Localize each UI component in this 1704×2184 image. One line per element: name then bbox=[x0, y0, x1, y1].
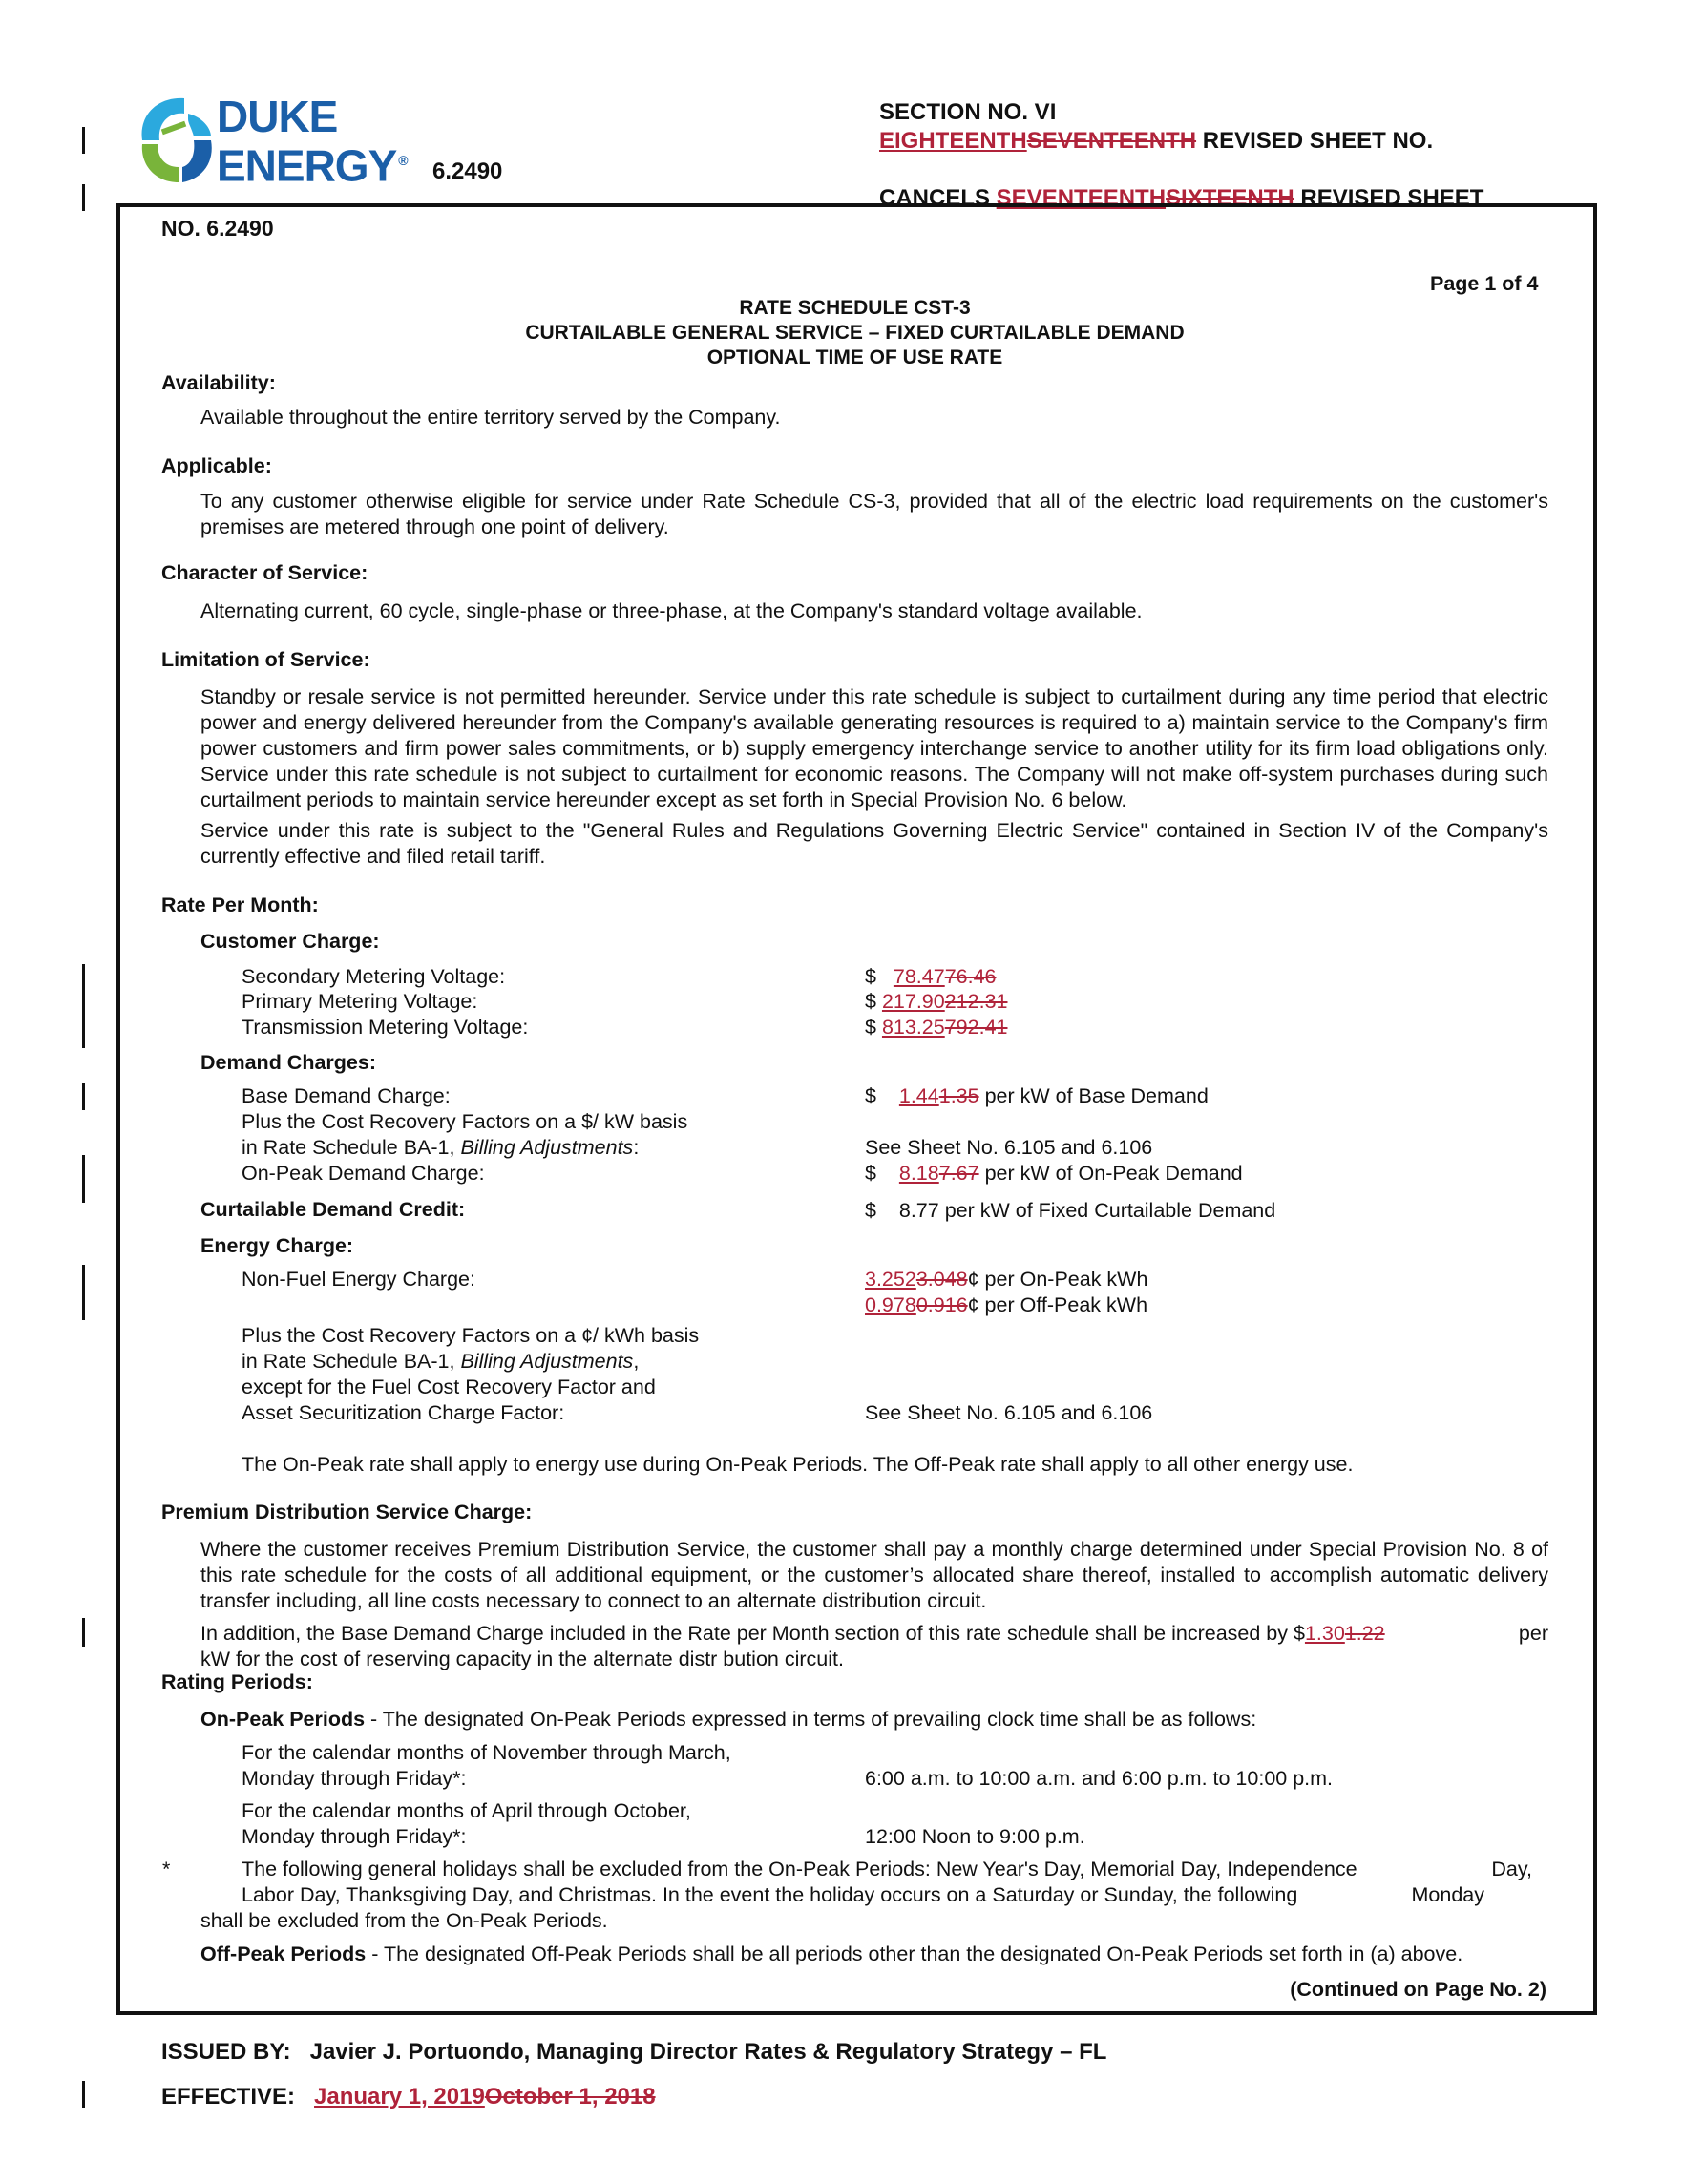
base-demand-value: $ 1.441.35 per kW of Base Demand bbox=[865, 1084, 1209, 1107]
onpeak-periods: On-Peak Periods - The designated On-Peak Periods expressed in terms of prevailing clock time shall be as follows: bbox=[200, 1708, 1257, 1731]
premium-p2: In addition, the Base Demand Charge included in the Rate per Month section of this rate schedule shall be increased by $1.301.22 per kW for the cost of reserving capacity in the alternate distr bution circuit. bbox=[200, 1622, 1548, 1670]
availability-text: Available throughout the entire territory served by the Company. bbox=[200, 406, 781, 429]
summer-hours: 12:00 Noon to 9:00 p.m. bbox=[865, 1825, 1085, 1848]
winter-months: For the calendar months of November through March, Monday through Friday*: bbox=[242, 1741, 731, 1790]
holiday-note-line1: The following general holidays shall be excluded from the On-Peak Periods: New Year's Day, Memorial Day, Independence Day, bbox=[242, 1858, 1532, 1880]
revision-bar bbox=[82, 184, 85, 211]
effective-date: EFFECTIVE: January 1, 2019October 1, 2018 bbox=[161, 2084, 656, 2110]
document-title: RATE SCHEDULE CST-3 CURTAILABLE GENERAL SERVICE – FIXED CURTAILABLE DEMAND OPTIONAL TIME OF USE RATE bbox=[525, 297, 1185, 368]
plus-cost-recovery-kwh-value: See Sheet No. 6.105 and 6.106 bbox=[865, 1401, 1153, 1424]
plus-cost-recovery-kw-value: See Sheet No. 6.105 and 6.106 bbox=[865, 1136, 1153, 1159]
rate-heading: Rate Per Month: bbox=[161, 893, 319, 916]
limitation-p2: Service under this rate is subject to the "General Rules and Regulations Governing Electric Service" contained in Section IV of the Company's currently effective and filed retail tariff. bbox=[200, 819, 1548, 868]
primary-value: $ 217.90212.31 bbox=[865, 990, 1008, 1013]
secondary-label: Secondary Metering Voltage: bbox=[242, 965, 506, 988]
sheet-number: 6.2490 bbox=[432, 158, 503, 184]
company-logo bbox=[129, 91, 415, 196]
limitation-p1: Standby or resale service is not permitted hereunder. Service under this rate schedule is subject to curtailment during any time period that electric power and energy delivered hereunder from the Company's available generating resources is required to a) maintain service to the Company's firm power customers and firm power sales commitments, or b) supply emergency interchange service to another utility for its firm load obligations only. Service under this rate schedule is not subject to curtailment for economic reasons. The Company will not make off-system purchases during such curtailment periods to maintain service hereunder except as set forth in Special Provision No. 6 below. bbox=[200, 685, 1548, 811]
premium-heading: Premium Distribution Service Charge: bbox=[161, 1501, 533, 1523]
demand-charges-heading: Demand Charges: bbox=[200, 1051, 376, 1074]
applicable-heading: Applicable: bbox=[161, 454, 272, 477]
offpeak-periods: Off-Peak Periods - The designated Off-Peak Periods shall be all periods other than the designated On-Peak Periods set forth in (a) above. bbox=[200, 1942, 1463, 1965]
holiday-asterisk: * bbox=[162, 1858, 171, 1880]
energy-charge-heading: Energy Charge: bbox=[200, 1234, 354, 1257]
onpeak-demand-label: On-Peak Demand Charge: bbox=[242, 1162, 485, 1185]
transmission-value: $ 813.25792.41 bbox=[865, 1016, 1008, 1039]
logo-line2: ENERGY bbox=[217, 140, 397, 191]
revision-bar bbox=[82, 1083, 85, 1110]
onpeak-demand-value: $ 8.187.67 per kW of On-Peak Demand bbox=[865, 1162, 1243, 1185]
premium-p1: Where the customer receives Premium Distribution Service, the customer shall pay a monthly charge determined under Special Provision No. 8 of this rate schedule for the costs of all additional equipment, or the customer’s allocated share thereof, installed to accomplish automatic delivery transfer including, all line costs necessary to connect to an alternate distribution circuit. bbox=[200, 1538, 1548, 1612]
nonfuel-offpeak-value: 0.9780.916¢ per Off-Peak kWh bbox=[865, 1293, 1148, 1316]
nonfuel-label: Non-Fuel Energy Charge: bbox=[242, 1268, 475, 1291]
continued-note: (Continued on Page No. 2) bbox=[1290, 1978, 1546, 2001]
limitation-heading: Limitation of Service: bbox=[161, 648, 370, 671]
curtailable-credit-label: Curtailable Demand Credit: bbox=[200, 1198, 466, 1221]
revised-line: EIGHTEENTHSEVENTEENTH REVISED SHEET NO. bbox=[879, 128, 1434, 154]
revision-bar bbox=[82, 1155, 85, 1203]
revision-bar bbox=[82, 1618, 85, 1647]
logo-mark-icon bbox=[129, 91, 215, 190]
applicable-text: To any customer otherwise eligible for service under Rate Schedule CS-3, provided that all of the electric load requirements on the customer's premises are metered through one point of delivery. bbox=[200, 490, 1548, 538]
secondary-value: $ 78.4776.46 bbox=[865, 965, 997, 988]
availability-heading: Availability: bbox=[161, 371, 276, 394]
logo-registered: ® bbox=[398, 153, 408, 168]
winter-hours: 6:00 a.m. to 10:00 a.m. and 6:00 p.m. to 10:00 p.m. bbox=[865, 1767, 1334, 1790]
cancels-line: CANCELS SEVENTEENTHSIXTEENTH REVISED SHEET bbox=[879, 185, 1484, 211]
nonfuel-onpeak-value: 3.2523.048¢ per On-Peak kWh bbox=[865, 1268, 1148, 1291]
sheet-no-line: NO. 6.2490 bbox=[161, 216, 274, 241]
revision-bar bbox=[82, 127, 85, 154]
logo-line1: DUKE bbox=[217, 92, 338, 141]
issued-by: ISSUED BY: Javier J. Portuondo, Managing Director Rates & Regulatory Strategy – FL bbox=[161, 2039, 1107, 2065]
plus-cost-recovery-kwh: Plus the Cost Recovery Factors on a ¢/ kWh basis in Rate Schedule BA-1, Billing Adjustments, except for the Fuel Cost Recovery Factor and Asset Securitization Charge Factor: bbox=[242, 1324, 700, 1424]
plus-cost-recovery-kw: Plus the Cost Recovery Factors on a $/ kW basis in Rate Schedule BA-1, Billing Adjustments: bbox=[242, 1110, 688, 1159]
onpeak-note: The On-Peak rate shall apply to energy use during On-Peak Periods. The Off-Peak rate shall apply to all other energy use. bbox=[242, 1453, 1354, 1476]
page-label: Page 1 of 4 bbox=[1430, 272, 1539, 295]
base-demand-label: Base Demand Charge: bbox=[242, 1084, 451, 1107]
summer-months: For the calendar months of April through October, Monday through Friday*: bbox=[242, 1799, 691, 1848]
rating-heading: Rating Periods: bbox=[161, 1670, 313, 1693]
section-line: SECTION NO. VI bbox=[879, 99, 1057, 125]
transmission-label: Transmission Metering Voltage: bbox=[242, 1016, 529, 1039]
revision-bar bbox=[82, 964, 85, 1048]
primary-label: Primary Metering Voltage: bbox=[242, 990, 478, 1013]
revision-bar bbox=[82, 1265, 85, 1320]
revision-bar bbox=[82, 2081, 85, 2108]
holiday-note-line3: shall be excluded from the On-Peak Periods. bbox=[200, 1909, 608, 1932]
curtailable-credit-value: $ 8.77 per kW of Fixed Curtailable Demand bbox=[865, 1199, 1276, 1222]
holiday-note-line2: Labor Day, Thanksgiving Day, and Christmas. In the event the holiday occurs on a Saturday or Sunday, the following Monday bbox=[242, 1883, 1484, 1906]
character-heading: Character of Service: bbox=[161, 561, 368, 584]
character-text: Alternating current, 60 cycle, single-phase or three-phase, at the Company's standard voltage available. bbox=[200, 599, 1143, 622]
customer-charge-heading: Customer Charge: bbox=[200, 930, 380, 953]
